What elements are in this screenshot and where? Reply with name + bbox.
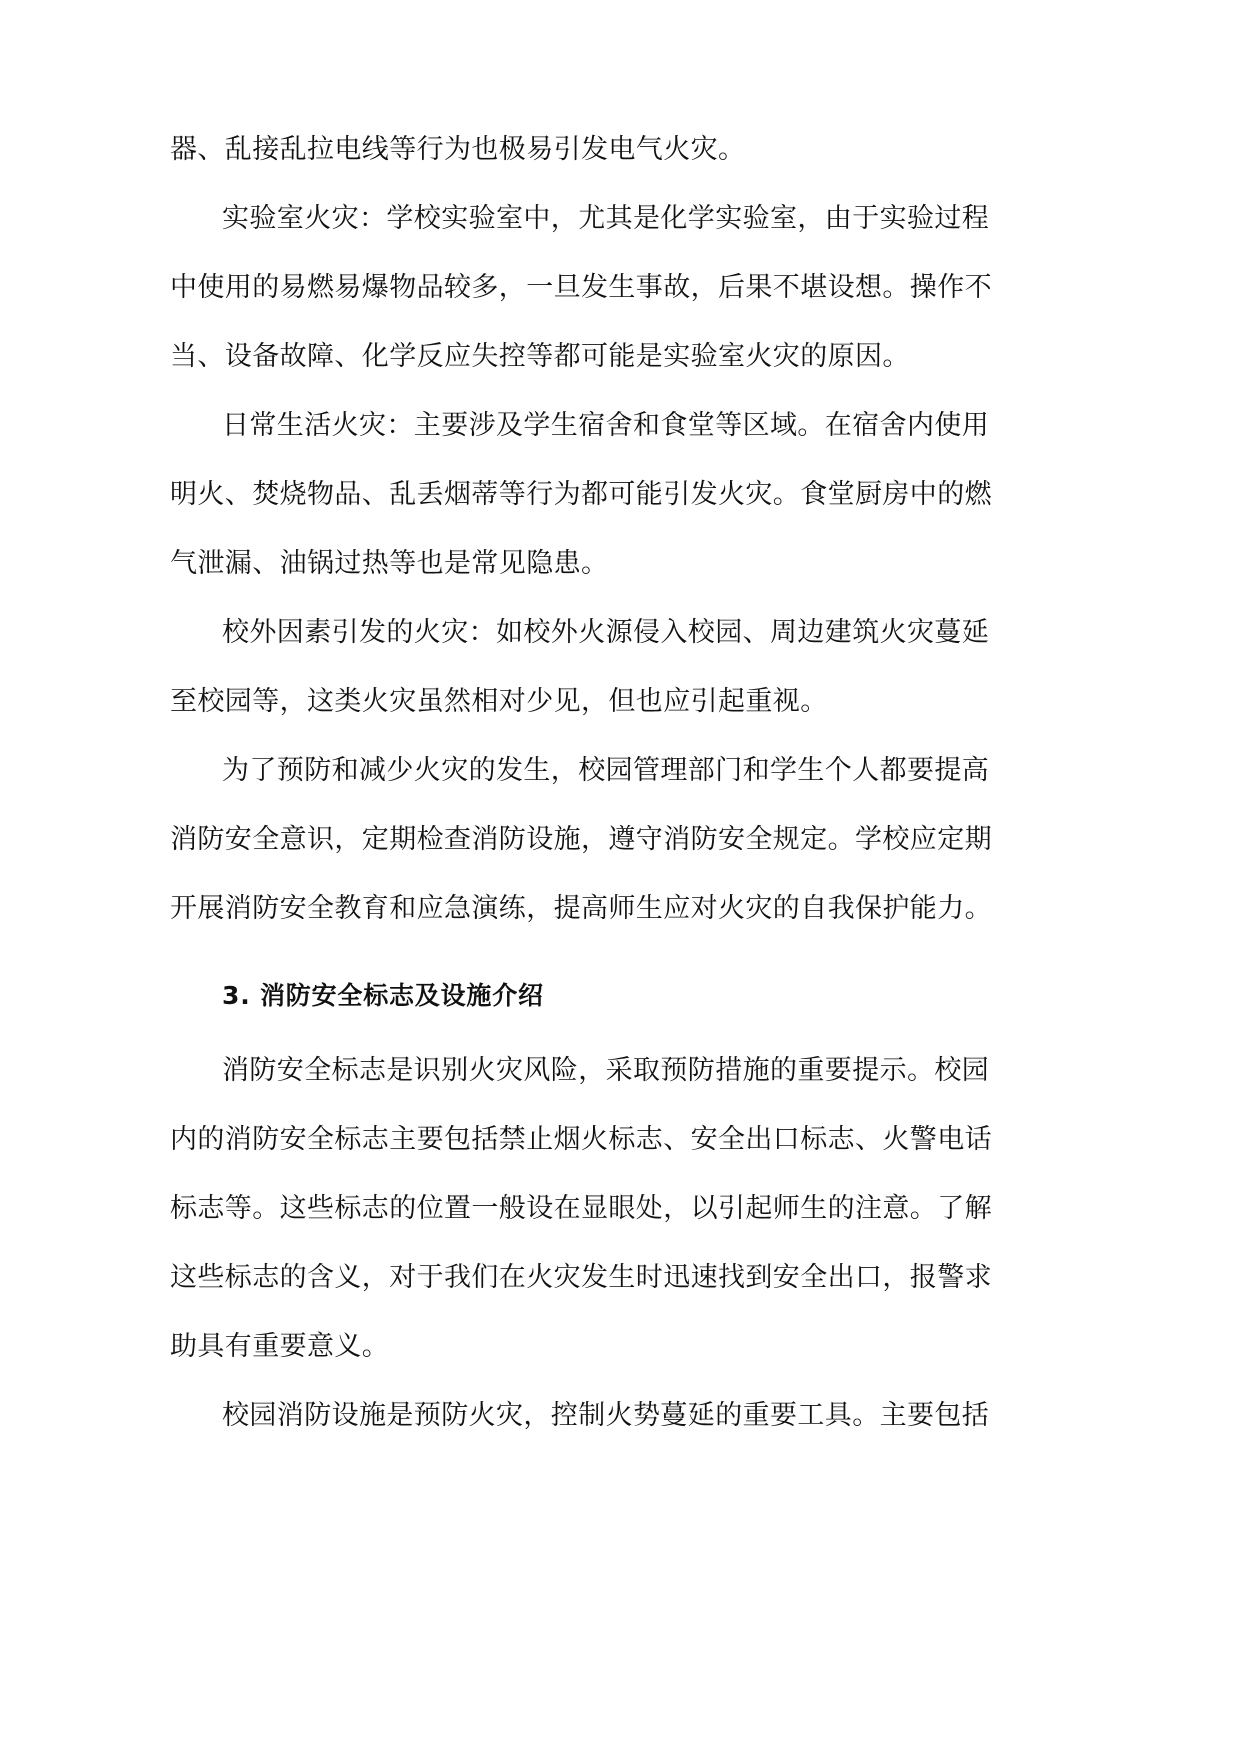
paragraph-lab-fire-line-2: 中使用的易燃易爆物品较多，一旦发生事故，后果不堪设想。操作不 [170, 272, 992, 303]
paragraph-external-fire-line-1: 校外因素引发的火灾：如校外火源侵入校园、周边建筑火灾蔓延 [222, 617, 990, 648]
paragraph-daily-fire-line-2: 明火、焚烧物品、乱丢烟蒂等行为都可能引发火灾。食堂厨房中的燃 [170, 479, 992, 510]
paragraph-signs-line-1: 消防安全标志是识别火灾风险，采取预防措施的重要提示。校园 [222, 1055, 990, 1086]
paragraph-facilities-line-1: 校园消防设施是预防火灾，控制火势蔓延的重要工具。主要包括 [222, 1400, 990, 1431]
paragraph-daily-fire-line-1: 日常生活火灾：主要涉及学生宿舍和食堂等区域。在宿舍内使用 [222, 410, 990, 441]
paragraph-signs-line-5: 助具有重要意义。 [170, 1331, 390, 1362]
paragraph-lab-fire-line-3: 当、设备故障、化学反应失控等都可能是实验室火灾的原因。 [170, 341, 910, 372]
paragraph-signs-line-3: 标志等。这些标志的位置一般设在显眼处，以引起师生的注意。了解 [170, 1193, 992, 1224]
paragraph-prevention-line-2: 消防安全意识，定期检查消防设施，遵守消防安全规定。学校应定期 [170, 824, 992, 855]
paragraph-external-fire-line-2: 至校园等，这类火灾虽然相对少见，但也应引起重视。 [170, 686, 828, 717]
paragraph-daily-fire-line-3: 气泄漏、油锅过热等也是常见隐患。 [170, 548, 609, 579]
paragraph-prevention-line-1: 为了预防和减少火灾的发生，校园管理部门和学生个人都要提高 [222, 755, 990, 786]
paragraph-signs-line-2: 内的消防安全标志主要包括禁止烟火标志、安全出口标志、火警电话 [170, 1124, 992, 1155]
paragraph-lab-fire-line-1: 实验室火灾：学校实验室中，尤其是化学实验室，由于实验过程 [222, 203, 990, 234]
paragraph-prevention-line-3: 开展消防安全教育和应急演练，提高师生应对火灾的自我保护能力。 [170, 893, 992, 924]
section-heading: 3. 消防安全标志及设施介绍 [222, 981, 544, 1010]
paragraph-signs-line-4: 这些标志的含义，对于我们在火灾发生时迅速找到安全出口，报警求 [170, 1262, 992, 1293]
text-line: 器、乱接乱拉电线等行为也极易引发电气火灾。 [170, 134, 746, 165]
